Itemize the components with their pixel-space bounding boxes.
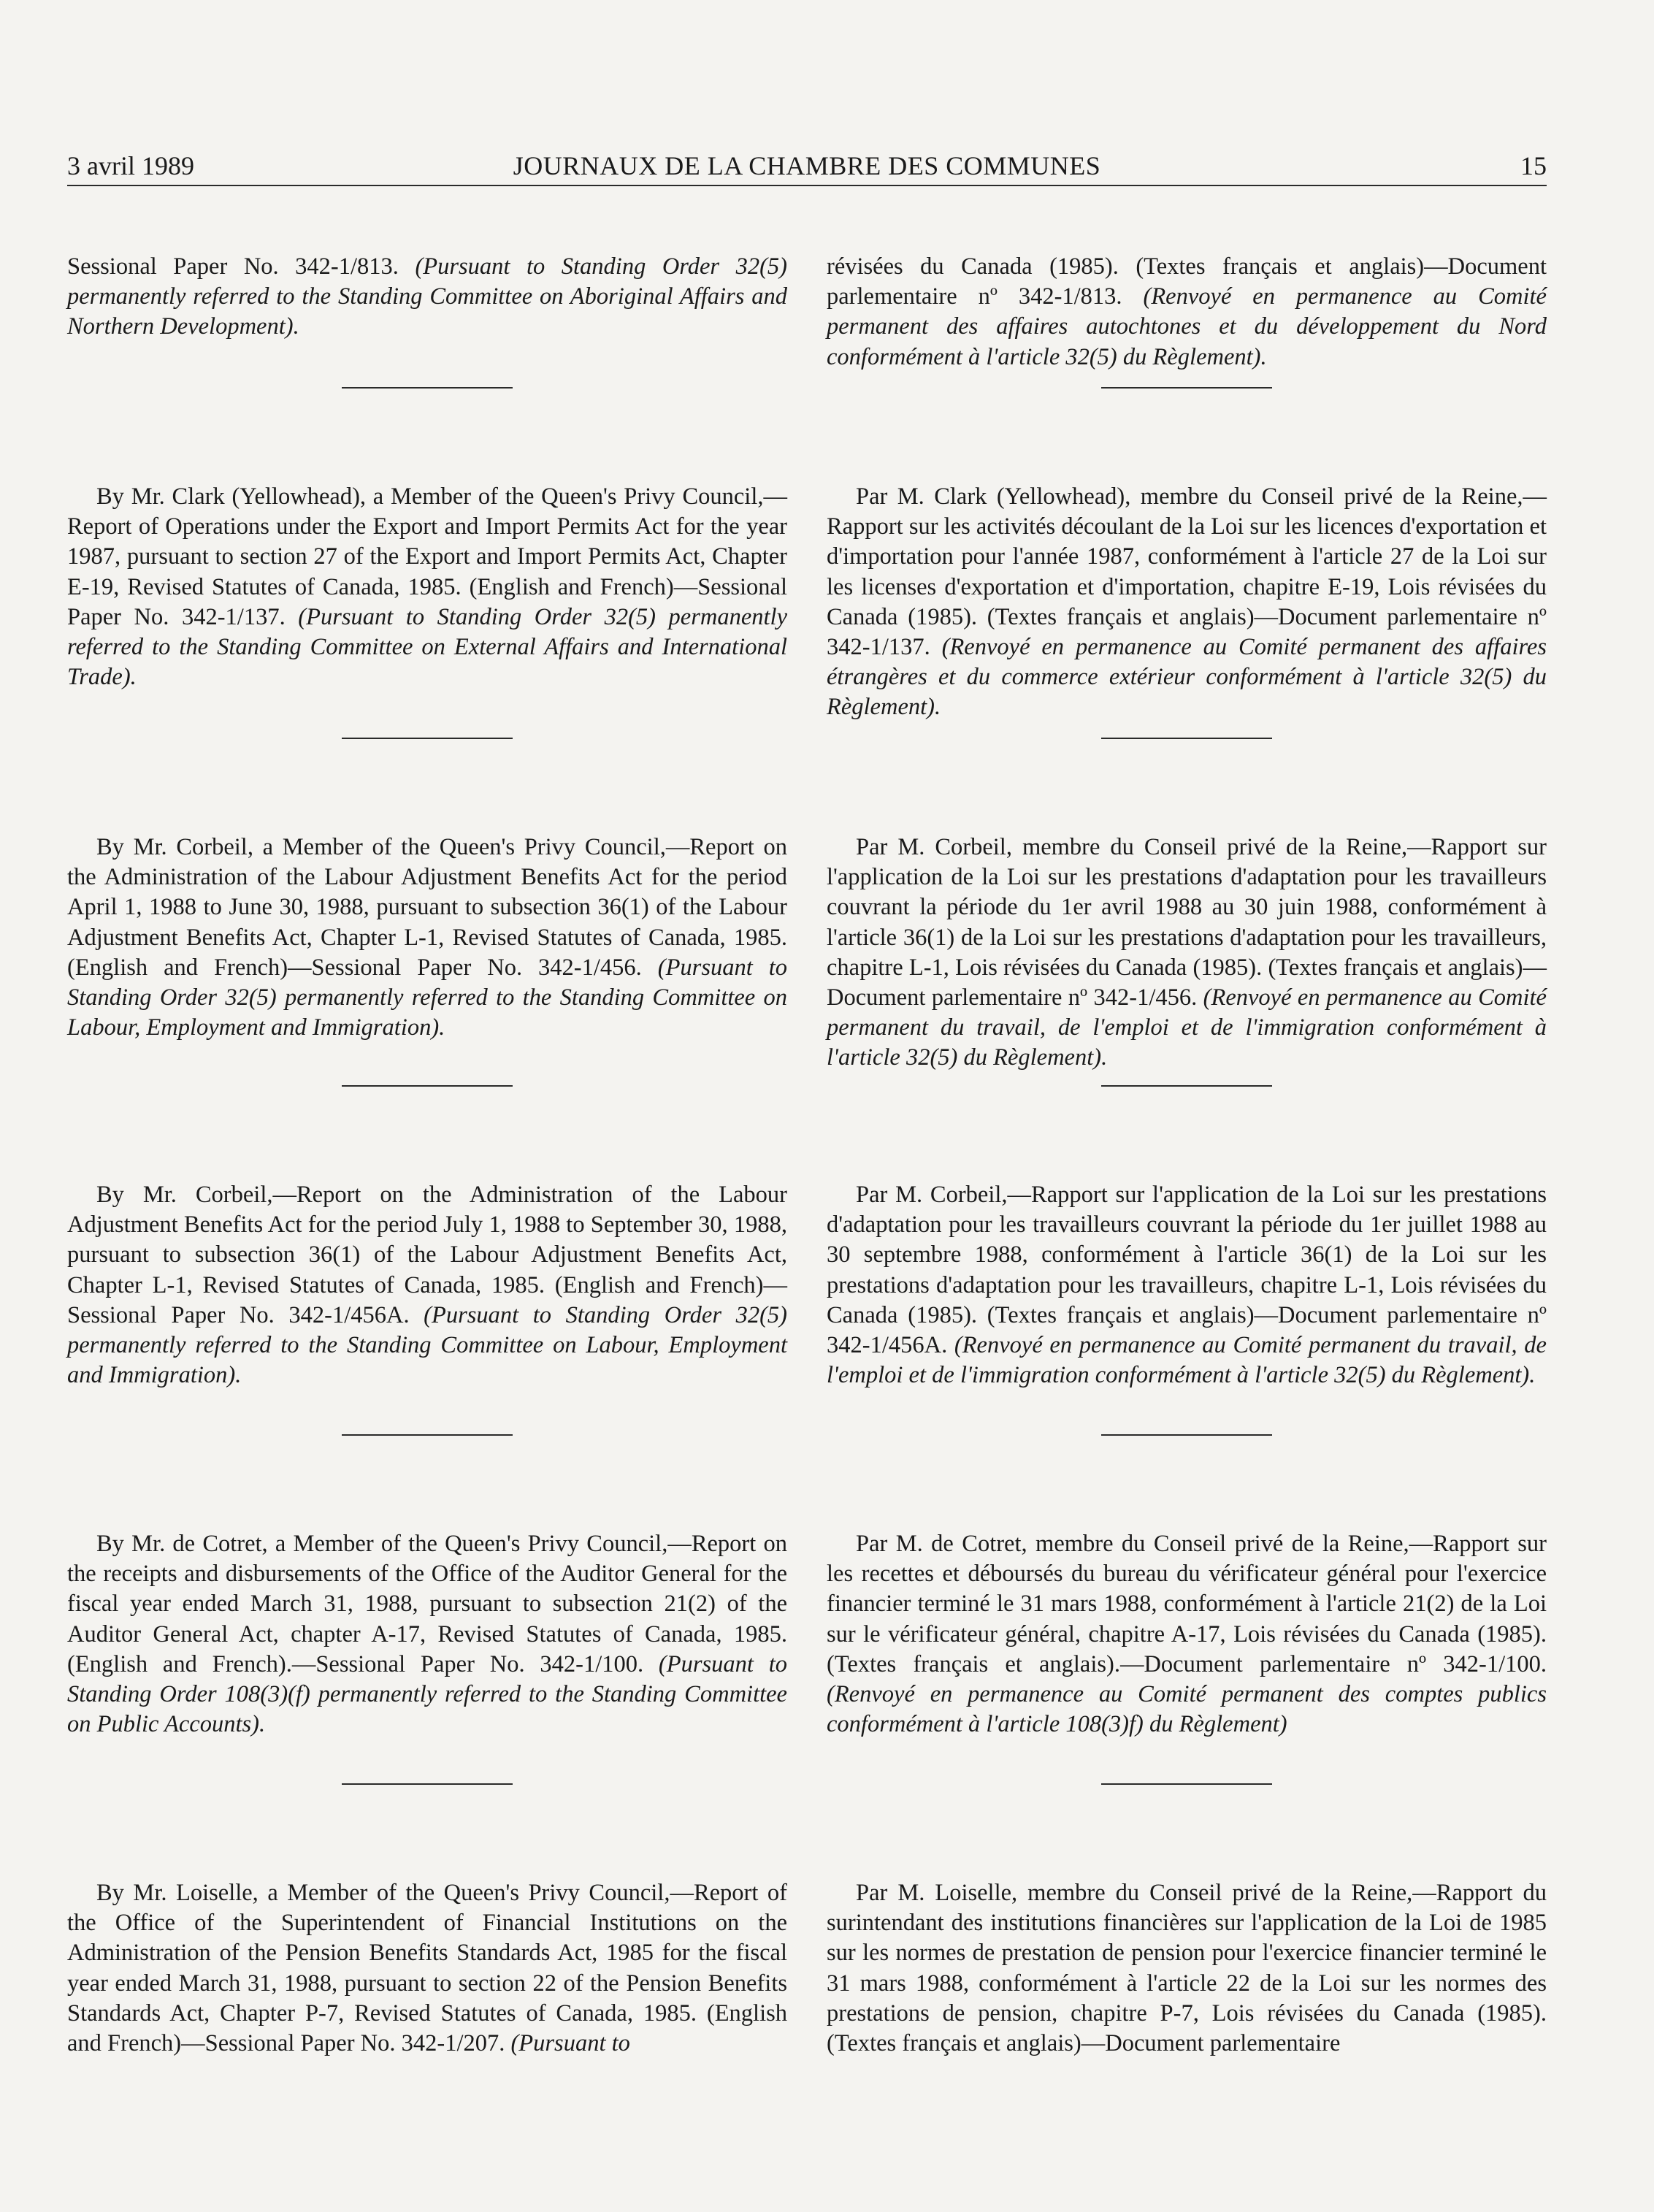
english-entry-separator	[342, 738, 513, 739]
french-paragraph-5	[827, 1529, 1547, 1740]
french-paragraph-4	[827, 1180, 1547, 1390]
english-paragraph-text: By Mr. Clark (Yellowhead), a Member of the Queen's Privy Council,—Report of Operations under the Export and Import Permits Act for the year 1987, pursuant to section 27 of the Export and Import Permits Act, Chapter E-19, Revised Statutes of Canada, 1985. (English and French)—Sessional Paper No. 342-1/137.	[67, 483, 787, 630]
english-entry-separator	[342, 387, 513, 389]
english-paragraph-text: By Mr. Corbeil,—Report on the Administration of the Labour Adjustment Benefits Act for the period July 1, 1988 to September 30, 1988, pursuant to subsection 36(1) of the Labour Adjustment Benefits Act, Chapter L-1, Revised Statutes of Canada, 1985. (English and French)—Sessional Paper No. 342-1/456A.	[67, 1182, 787, 1328]
french-entry-separator	[1101, 1783, 1272, 1785]
english-entry-separator	[342, 1783, 513, 1785]
english-paragraph-text: Sessional Paper No. 342-1/813.	[67, 253, 416, 280]
english-paragraph-6	[67, 1878, 787, 2059]
english-referral-note: (Pursuant to Standing Order 32(5) permanently referred to the Standing Committee on Labour, Employment and Immigration).	[67, 1301, 787, 1389]
french-paragraph-2	[827, 482, 1547, 723]
english-paragraph-1	[67, 252, 787, 342]
english-paragraph-text: By Mr. de Cotret, a Member of the Queen's Privy Council,—Report on the receipts and disbursements of the Office of the Auditor General for the fiscal year ended March 31, 1988, pursuant to subsection 21(2) of the Auditor General Act, chapter A-17, Revised Statutes of Canada, 1985. (English and French).—Sessional Paper No. 342-1/100.	[67, 1531, 787, 1677]
french-referral-note: (Renvoyé en permanence au Comité permanent du travail, de l'emploi et de l'immigration conformément à l'article 32(5) du Règlement).	[827, 1332, 1547, 1389]
english-paragraph-5	[67, 1529, 787, 1740]
french-referral-note: (Renvoyé en permanence au Comité permanent des affaires étrangères et du commerce extérieur conformément à l'article 32(5) du Règlement).	[827, 634, 1547, 721]
french-paragraph-text: Par M. de Cotret, membre du Conseil privé de la Reine,—Rapport sur les recettes et déboursés du bureau du vérificateur général pour l'exercice financier terminé le 31 mars 1988, conformément à l'article 21(2) de la Loi sur le vérificateur général, chapitre A-17, Lois révisées du Canada (1985). (Textes français et anglais).—Document parlementaire nº 342-1/100.	[827, 1531, 1547, 1677]
english-entry-separator	[342, 1434, 513, 1436]
running-header	[67, 150, 1547, 186]
english-paragraph-text: By Mr. Corbeil, a Member of the Queen's Privy Council,—Report on the Administration of the Labour Adjustment Benefits Act for the period April 1, 1988 to June 30, 1988, pursuant to subsection 36(1) of the Labour Adjustment Benefits Act, Chapter L-1, Revised Statutes of Canada, 1985. (English and French)—Sessional Paper No. 342-1/456.	[67, 834, 787, 981]
french-paragraph-6	[827, 1878, 1547, 2059]
english-referral-note: (Pursuant to Standing Order 108(3)(f) permanently referred to the Standing Committee on Public Accounts).	[67, 1650, 788, 1738]
english-paragraph-2	[67, 482, 787, 692]
french-paragraph-text: Par M. Corbeil, membre du Conseil privé de la Reine,—Rapport sur l'application de la Loi sur les prestations d'adaptation pour les travailleurs couvrant la période du 1er avril 1988 au 30 juin 1988, conformément à l'article 36(1) de la Loi sur les prestations d'adaptation pour les travailleurs, chapitre L-1, Lois révisées du Canada (1985). (Textes français et anglais)—Document parlementaire nº 342-1/456.	[827, 834, 1547, 1011]
english-referral-note: (Pursuant to Standing Order 32(5) permanently referred to the Standing Committee on Aboriginal Affairs and Northern Development).	[67, 253, 787, 340]
english-column	[67, 252, 787, 2194]
french-referral-note: (Renvoyé en permanence au Comité permanent des comptes publics conformément à l'article 108(3)f) du Règlement)	[827, 1681, 1547, 1738]
french-column	[827, 252, 1547, 2194]
french-paragraph-3	[827, 833, 1547, 1074]
french-entry-separator	[1101, 1085, 1272, 1087]
page-number: 15	[1520, 151, 1547, 180]
french-paragraph-text: Par M. Loiselle, membre du Conseil privé de la Reine,—Rapport du surintendant des institutions financières sur l'application de la Loi de 1985 sur les normes de prestation de pension pour l'exercice financier terminé le 31 mars 1988, conformément à l'article 22 de la Loi sur les normes des prestations de pension, chapitre P-7, Lois révisées du Canada (1985). (Textes français et anglais)—Document parlementaire	[827, 1880, 1547, 2057]
french-paragraph-text: révisées du Canada (1985). (Textes français et anglais)—Document parlementaire nº 342-1/813.	[827, 253, 1547, 310]
french-paragraph-text: Par M. Corbeil,—Rapport sur l'application de la Loi sur les prestations d'adaptation pour les travailleurs couvrant la période du 1er juillet 1988 au 30 septembre 1988, conformément à l'article 36(1) de la Loi sur les prestations d'adaptation pour les travailleurs, chapitre L-1, Lois révisées du Canada (1985). (Textes français et anglais)—Document parlementaire nº 342-1/456A.	[827, 1182, 1547, 1359]
english-referral-note: (Pursuant to	[510, 2030, 630, 2057]
header-journal-title: JOURNAUX DE LA CHAMBRE DES COMMUNES	[513, 151, 1101, 180]
french-paragraph-1	[827, 252, 1547, 372]
english-paragraph-4	[67, 1180, 787, 1390]
header-date: 3 avril 1989	[67, 151, 194, 180]
french-paragraph-text: Par M. Clark (Yellowhead), membre du Conseil privé de la Reine,—Rapport sur les activités découlant de la Loi sur les licences d'exportation et d'importation pour l'année 1987, conformément à l'article 27 de la Loi sur les licenses d'exportation et d'importation, chapitre E-19, Lois révisées du Canada (1985). (Textes français et anglais)—Document parlementaire nº 342-1/137.	[827, 483, 1547, 661]
french-entry-separator	[1101, 738, 1272, 739]
french-entry-separator	[1101, 1434, 1272, 1436]
english-entry-separator	[342, 1085, 513, 1087]
english-paragraph-3	[67, 833, 787, 1043]
french-entry-separator	[1101, 387, 1272, 389]
english-referral-note: (Pursuant to Standing Order 32(5) permanently referred to the Standing Committee on External Affairs and International Trade).	[67, 603, 787, 691]
french-referral-note: (Renvoyé en permanence au Comité permanent des affaires autochtones et du développement du Nord conformément à l'article 32(5) du Règlement).	[827, 283, 1547, 370]
english-referral-note: (Pursuant to Standing Order 32(5) permanently referred to the Standing Committee on Labour, Employment and Immigration).	[67, 954, 787, 1041]
english-paragraph-text: By Mr. Loiselle, a Member of the Queen's Privy Council,—Report of the Office of the Superintendent of Financial Institutions on the Administration of the Pension Benefits Standards Act, 1985 for the fiscal year ended March 31, 1988, pursuant to section 22 of the Pension Benefits Standards Act, Chapter P-7, Revised Statutes of Canada, 1985. (English and French)—Sessional Paper No. 342-1/207.	[67, 1880, 787, 2057]
french-referral-note: (Renvoyé en permanence au Comité permanent du travail, de l'emploi et de l'immigration conformément à l'article 32(5) du Règlement).	[827, 984, 1547, 1071]
